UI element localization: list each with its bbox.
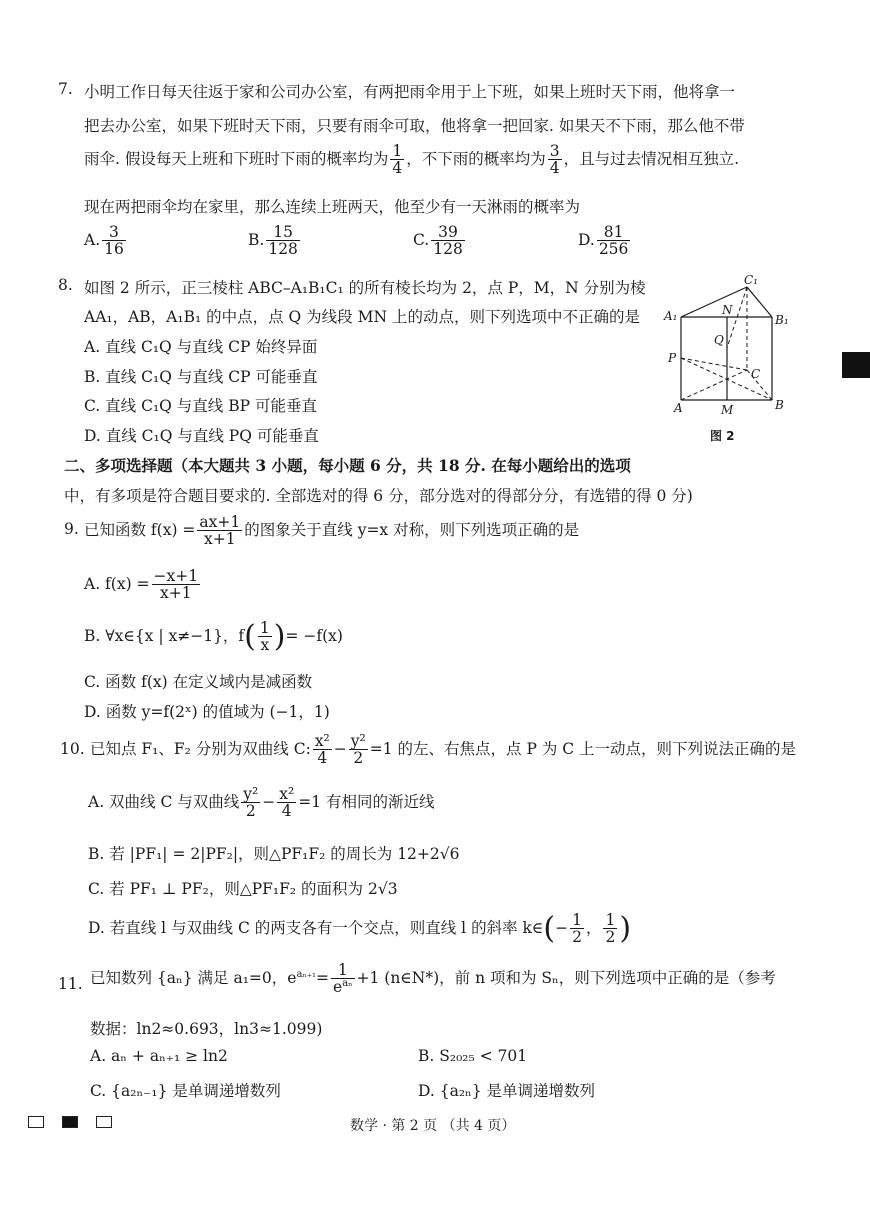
q10-option-c: C. 若 PF₁ ⊥ PF₂，则△PF₁F₂ 的面积为 2√3 <box>88 880 398 898</box>
edge-ac <box>681 370 747 400</box>
segment-pc <box>681 358 747 370</box>
q11-option-a: A. aₙ + aₙ₊₁ ≥ ln2 <box>90 1047 228 1065</box>
q8-option-c: C. 直线 C₁Q 与直线 BP 可能垂直 <box>84 397 317 415</box>
q10-option-b: B. 若 |PF₁| = 2|PF₂|，则△PF₁F₂ 的周长为 12+2√6 <box>88 845 460 863</box>
q7-number: 7. <box>58 80 73 98</box>
q9-option-c: C. 函数 f(x) 在定义域内是减函数 <box>84 673 313 691</box>
q9-option-a: A. f(x) = $\frac{-x+1}{x+1}$ <box>84 567 199 603</box>
q10-option-a: A. 双曲线 C 与双曲线 $\frac{\text{y²}}{2}$ − $\frac{\text{x²}}{4}$ =1 有相同的渐近线 <box>88 785 435 821</box>
footer-box-icon <box>96 1116 112 1128</box>
side-tab-marker <box>842 352 870 378</box>
q8-option-b: B. 直线 C₁Q 与直线 CP 可能垂直 <box>84 368 318 386</box>
label-b: B <box>775 398 784 412</box>
label-n: N <box>722 303 733 317</box>
q7-option-d: D. $\frac{81}{256}$ <box>578 223 629 259</box>
q9-stem: 已知函数 f(x) = $\frac{ax+1}{x+1}$ 的图象关于直线 y=x 对称，则下列选项正确的是 <box>84 513 580 549</box>
edge-a1c1 <box>681 287 747 317</box>
section2-instructions: 中，有多项是符合题目要求的. 全部选对的得 6 分，部分选对的得部分分，有选错的得 0 分) <box>64 487 693 505</box>
q11-option-c: C. {a₂ₙ₋₁} 是单调递增数列 <box>90 1082 281 1100</box>
section2-heading: 二、多项选择题（本大题共 3 小题，每小题 6 分，共 18 分. 在每小题给出的选项 <box>64 456 631 475</box>
prism-figure <box>660 272 800 447</box>
q7-line1: 小明工作日每天往返于家和公司办公室，有两把雨伞用于上下班，如果上班时天下雨，他将拿一 <box>84 83 736 101</box>
fraction: $\frac{1}{4}$ <box>392 142 403 178</box>
q7-option-c: C. $\frac{39}{128}$ <box>413 223 463 259</box>
q10-number: 10. <box>60 740 85 758</box>
label-a: A <box>674 401 683 415</box>
q7-option-b: B. $\frac{15}{128}$ <box>248 223 298 259</box>
q8-option-d: D. 直线 C₁Q 与直线 PQ 可能垂直 <box>84 427 319 445</box>
footer-box-icon <box>28 1116 44 1128</box>
label-p: P <box>668 351 677 365</box>
q8-option-a: A. 直线 C₁Q 与直线 CP 始终异面 <box>84 338 318 356</box>
edge-c1b1 <box>747 287 772 317</box>
figure-caption: 图 2 <box>710 429 735 443</box>
q9-number: 9. <box>64 520 79 538</box>
page-footer: 数学 · 第 2 页 （共 4 页） <box>350 1118 516 1134</box>
footer-filled-box-icon <box>62 1116 78 1128</box>
q8-number: 8. <box>58 276 73 294</box>
q7-line4: 现在两把雨伞均在家里，那么连续上班两天，他至少有一天淋雨的概率为 <box>84 198 581 216</box>
q11-stem: 已知数列 {aₙ} 满足 a₁=0，$e^{a_{n+1}}=$ $\frac{1}{e^{a_n}}$ +1 (n∈N*)，前 n 项和为 Sₙ，则下列选项中正确的是（参考 <box>90 961 776 997</box>
q11-option-d: D. {a₂ₙ} 是单调递增数列 <box>418 1082 596 1100</box>
q7-option-a: A. $\frac{3}{16}$ <box>84 223 124 259</box>
q8-line2: AA₁，AB，A₁B₁ 的中点，点 Q 为线段 MN 上的动点，则下列选项中不正确的是 <box>84 308 640 326</box>
q11-number: 11. <box>58 975 83 993</box>
q11-reference-data: 数据：ln2≈0.693，ln3≈1.099) <box>90 1020 323 1038</box>
label-a1: A₁ <box>664 309 678 323</box>
q9-option-b: B. ∀x∈{x | x≠−1}，f( $\frac{1}{x}$ )= −f(x) <box>84 618 343 655</box>
label-c: C <box>751 367 761 381</box>
q11-option-b: B. S₂₀₂₅ < 701 <box>418 1047 528 1065</box>
q8-line1: 如图 2 所示，正三棱柱 ABC–A₁B₁C₁ 的所有棱长均为 2，点 P，M，N 分别为棱 <box>84 279 646 297</box>
q9-option-d: D. 函数 y=f(2ˣ) 的值域为 (−1，1) <box>84 703 330 721</box>
fraction: $\frac{3}{4}$ <box>549 142 560 178</box>
q7-line2: 把去办公室，如果下班时天下雨，只要有雨伞可取，他将拿一把回家. 如果天不下雨，那么他不带 <box>84 117 745 135</box>
q10-stem: 已知点 F₁、F₂ 分别为双曲线 C: $\frac{\text{x²}}{4}$ − $\frac{\text{y²}}{2}$ =1 的左、右焦点，点 P 为 C 上一动点，则下列说法正确的是 <box>90 732 797 768</box>
label-c1: C₁ <box>744 273 758 287</box>
label-m: M <box>721 403 734 417</box>
q10-option-d: D. 若直线 l 与双曲线 C 的两支各有一个交点，则直线 l 的斜率 k∈(− $\frac{1}{2}$ ， $\frac{1}{2}$ ) <box>88 910 632 947</box>
label-b1: B₁ <box>775 313 789 327</box>
q7-line3: 雨伞. 假设每天上班和下班时下雨的概率均为 $\frac{1}{4}$ ，不下雨的概率均为 $\frac{3}{4}$ ，且与过去情况相互独立. <box>84 142 740 178</box>
label-q: Q <box>714 333 724 347</box>
